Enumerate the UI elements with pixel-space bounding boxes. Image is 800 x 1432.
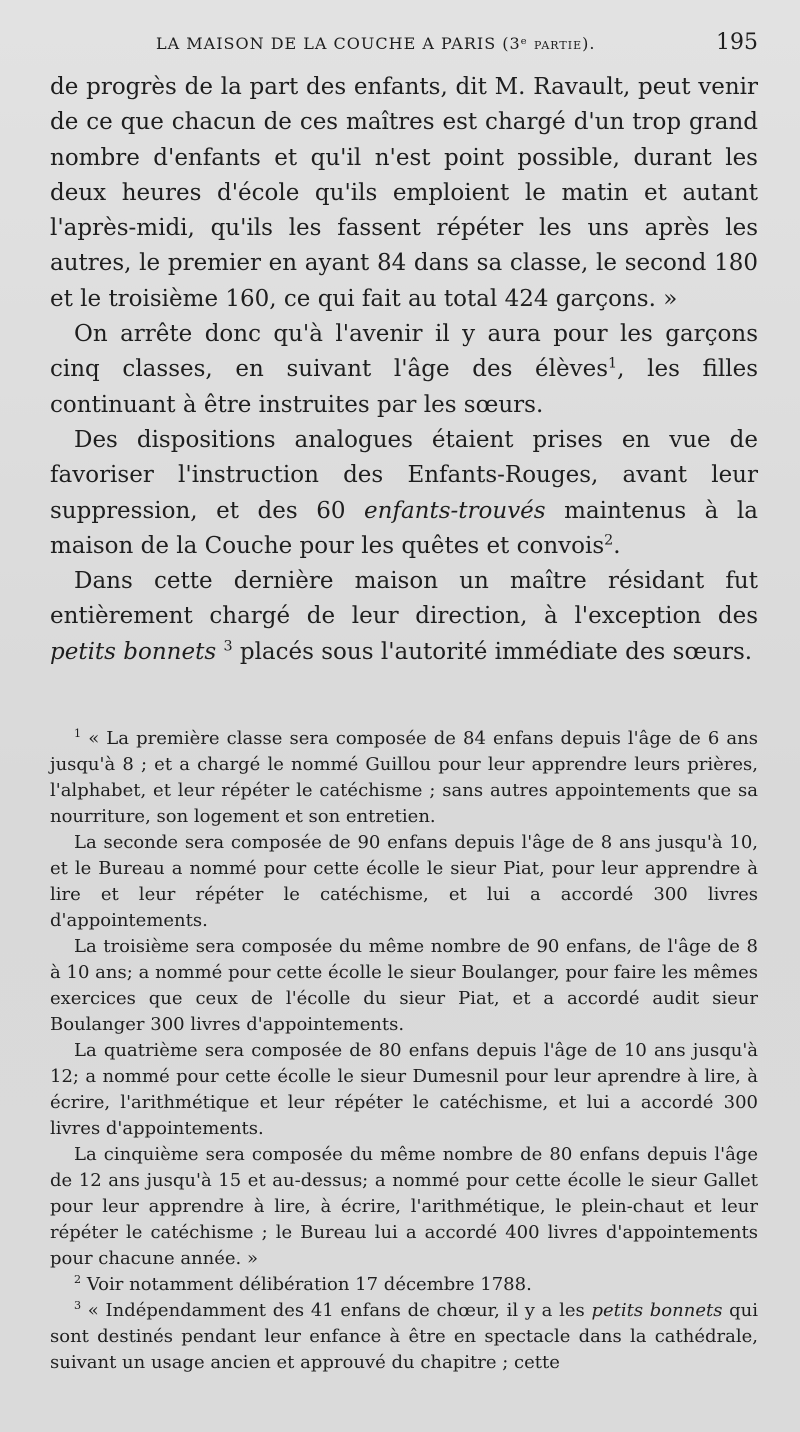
- footnote-3-mark: 3: [74, 1299, 82, 1313]
- footnote-1-para-1: [50, 726, 758, 830]
- footnote-1-mark: 1: [74, 727, 82, 741]
- italic-petits-bonnets: petits bonnets: [50, 638, 217, 665]
- paragraph-3-text-a: Des dispositions analogues étaient prises en vue de favoriser l'instruction des Enfants-Rouges, avant leur suppression, et des 60: [50, 426, 758, 524]
- footnote-2: [50, 1272, 758, 1298]
- paragraph-4-text-a: Dans cette dernière maison un maître résidant fut entièrement chargé de leur direction, à l'exception des: [50, 568, 758, 630]
- footnote-ref-3: 3: [223, 638, 233, 655]
- paragraph-3-text-b: maintenus à la maison de la Couche pour les quêtes et convois: [50, 497, 758, 559]
- running-head: LA MAISON DE LA COUCHE A PARIS (3ᵉ partie).: [156, 34, 596, 53]
- footnote-3-text-a: « Indépendamment des 41 enfans de chœur, il y a les: [81, 1300, 592, 1322]
- footnotes: [50, 726, 758, 1376]
- page-number: 195: [716, 30, 758, 55]
- footnote-1-text-1: « La première classe sera composée de 84 enfans depuis l'âge de 6 ans jusqu'à 8 ; et a chargé le nommé Guillou pour leur apprendre leurs prières, l'alphabet, et leur répéter le catéchisme ; sans autres appointements que sa nourriture, son logement et son entretien.: [50, 728, 758, 828]
- paragraph-3: [50, 423, 758, 564]
- paragraph-1: [50, 70, 758, 317]
- footnote-1-para-3: La troisième sera composée du même nombre de 90 enfans, de l'âge de 8 à 10 ans; a nommé pour cette écolle le sieur Boulanger, pour faire les mêmes exercices que ceux de l'écolle du sieur Piat, et a accordé audit sieur Boulanger 300 livres d'appointements.: [50, 936, 758, 1036]
- italic-enfants-trouves: enfants-trouvés: [364, 497, 546, 524]
- page-header: [50, 30, 758, 70]
- main-text: [50, 70, 758, 670]
- italic-petits-bonnets-note: petits bonnets: [591, 1300, 723, 1322]
- paragraph-1-text: de progrès de la part des enfants, dit M. Ravault, peut venir de ce que chacun de ces maîtres est chargé d'un trop grand nombre d'enfants et qu'il n'est point possible, durant les deux heures d'école qu'ils emploient le matin et autant l'après-midi, qu'ils les fassent répéter les uns après les autres, le premier en ayant 84 dans sa classe, le second 180 et le troisième 160, ce qui fait au total 424 garçons. »: [50, 74, 758, 312]
- footnote-2-mark: 2: [74, 1273, 82, 1287]
- notes-separator: [50, 670, 758, 726]
- footnote-1-para-5: La cinquième sera composée du même nombre de 80 enfans depuis l'âge de 12 ans jusqu'à 15 et au-dessus; a nommé pour cette écolle le sieur Gallet pour leur apprendre à lire, à écrire, l'arithmétique, le plein-chaut et leur répéter le catéchisme ; le Bureau lui a accordé 400 livres d'appointements pour chacune année. »: [50, 1144, 758, 1270]
- paragraph-2: [50, 317, 758, 423]
- paragraph-2-text-a: On arrête donc qu'à l'avenir il y aura pour les garçons cinq classes, en suivant l'âge des élèves: [50, 321, 758, 383]
- footnote-ref-1: 1: [608, 355, 618, 372]
- footnote-2-text: Voir notamment délibération 17 décembre 1788.: [81, 1274, 532, 1296]
- footnote-1-para-2: La seconde sera composée de 90 enfans depuis l'âge de 8 ans jusqu'à 10, et le Bureau a nommé pour cette écolle le sieur Piat, pour leur apprendre à lire et leur répéter le catéchisme, et lui a accordé 300 livres d'appointements.: [50, 832, 758, 932]
- paragraph-3-text-c: .: [613, 532, 621, 559]
- paragraph-2-text-b: , les filles continuant à être instruites par les sœurs.: [50, 356, 758, 418]
- footnote-ref-2: 2: [604, 532, 614, 549]
- footnote-1-para-4: La quatrième sera composée de 80 enfans depuis l'âge de 10 ans jusqu'à 12; a nommé pour cette écolle le sieur Dumesnil pour leur aprendre à lire, à écrire, l'arithmétique et leur répéter le catéchisme, et lui a accordé 300 livres d'appointements.: [50, 1040, 758, 1140]
- footnote-3: [50, 1298, 758, 1376]
- paragraph-4-text-b: placés sous l'autorité immédiate des sœurs.: [232, 638, 753, 665]
- footnote-3-text-b: qui sont destinés pendant leur enfance à être en spectacle dans la cathédrale, suivant un usage ancien et approuvé du chapitre ; cette: [50, 1300, 759, 1374]
- paragraph-4: [50, 564, 758, 670]
